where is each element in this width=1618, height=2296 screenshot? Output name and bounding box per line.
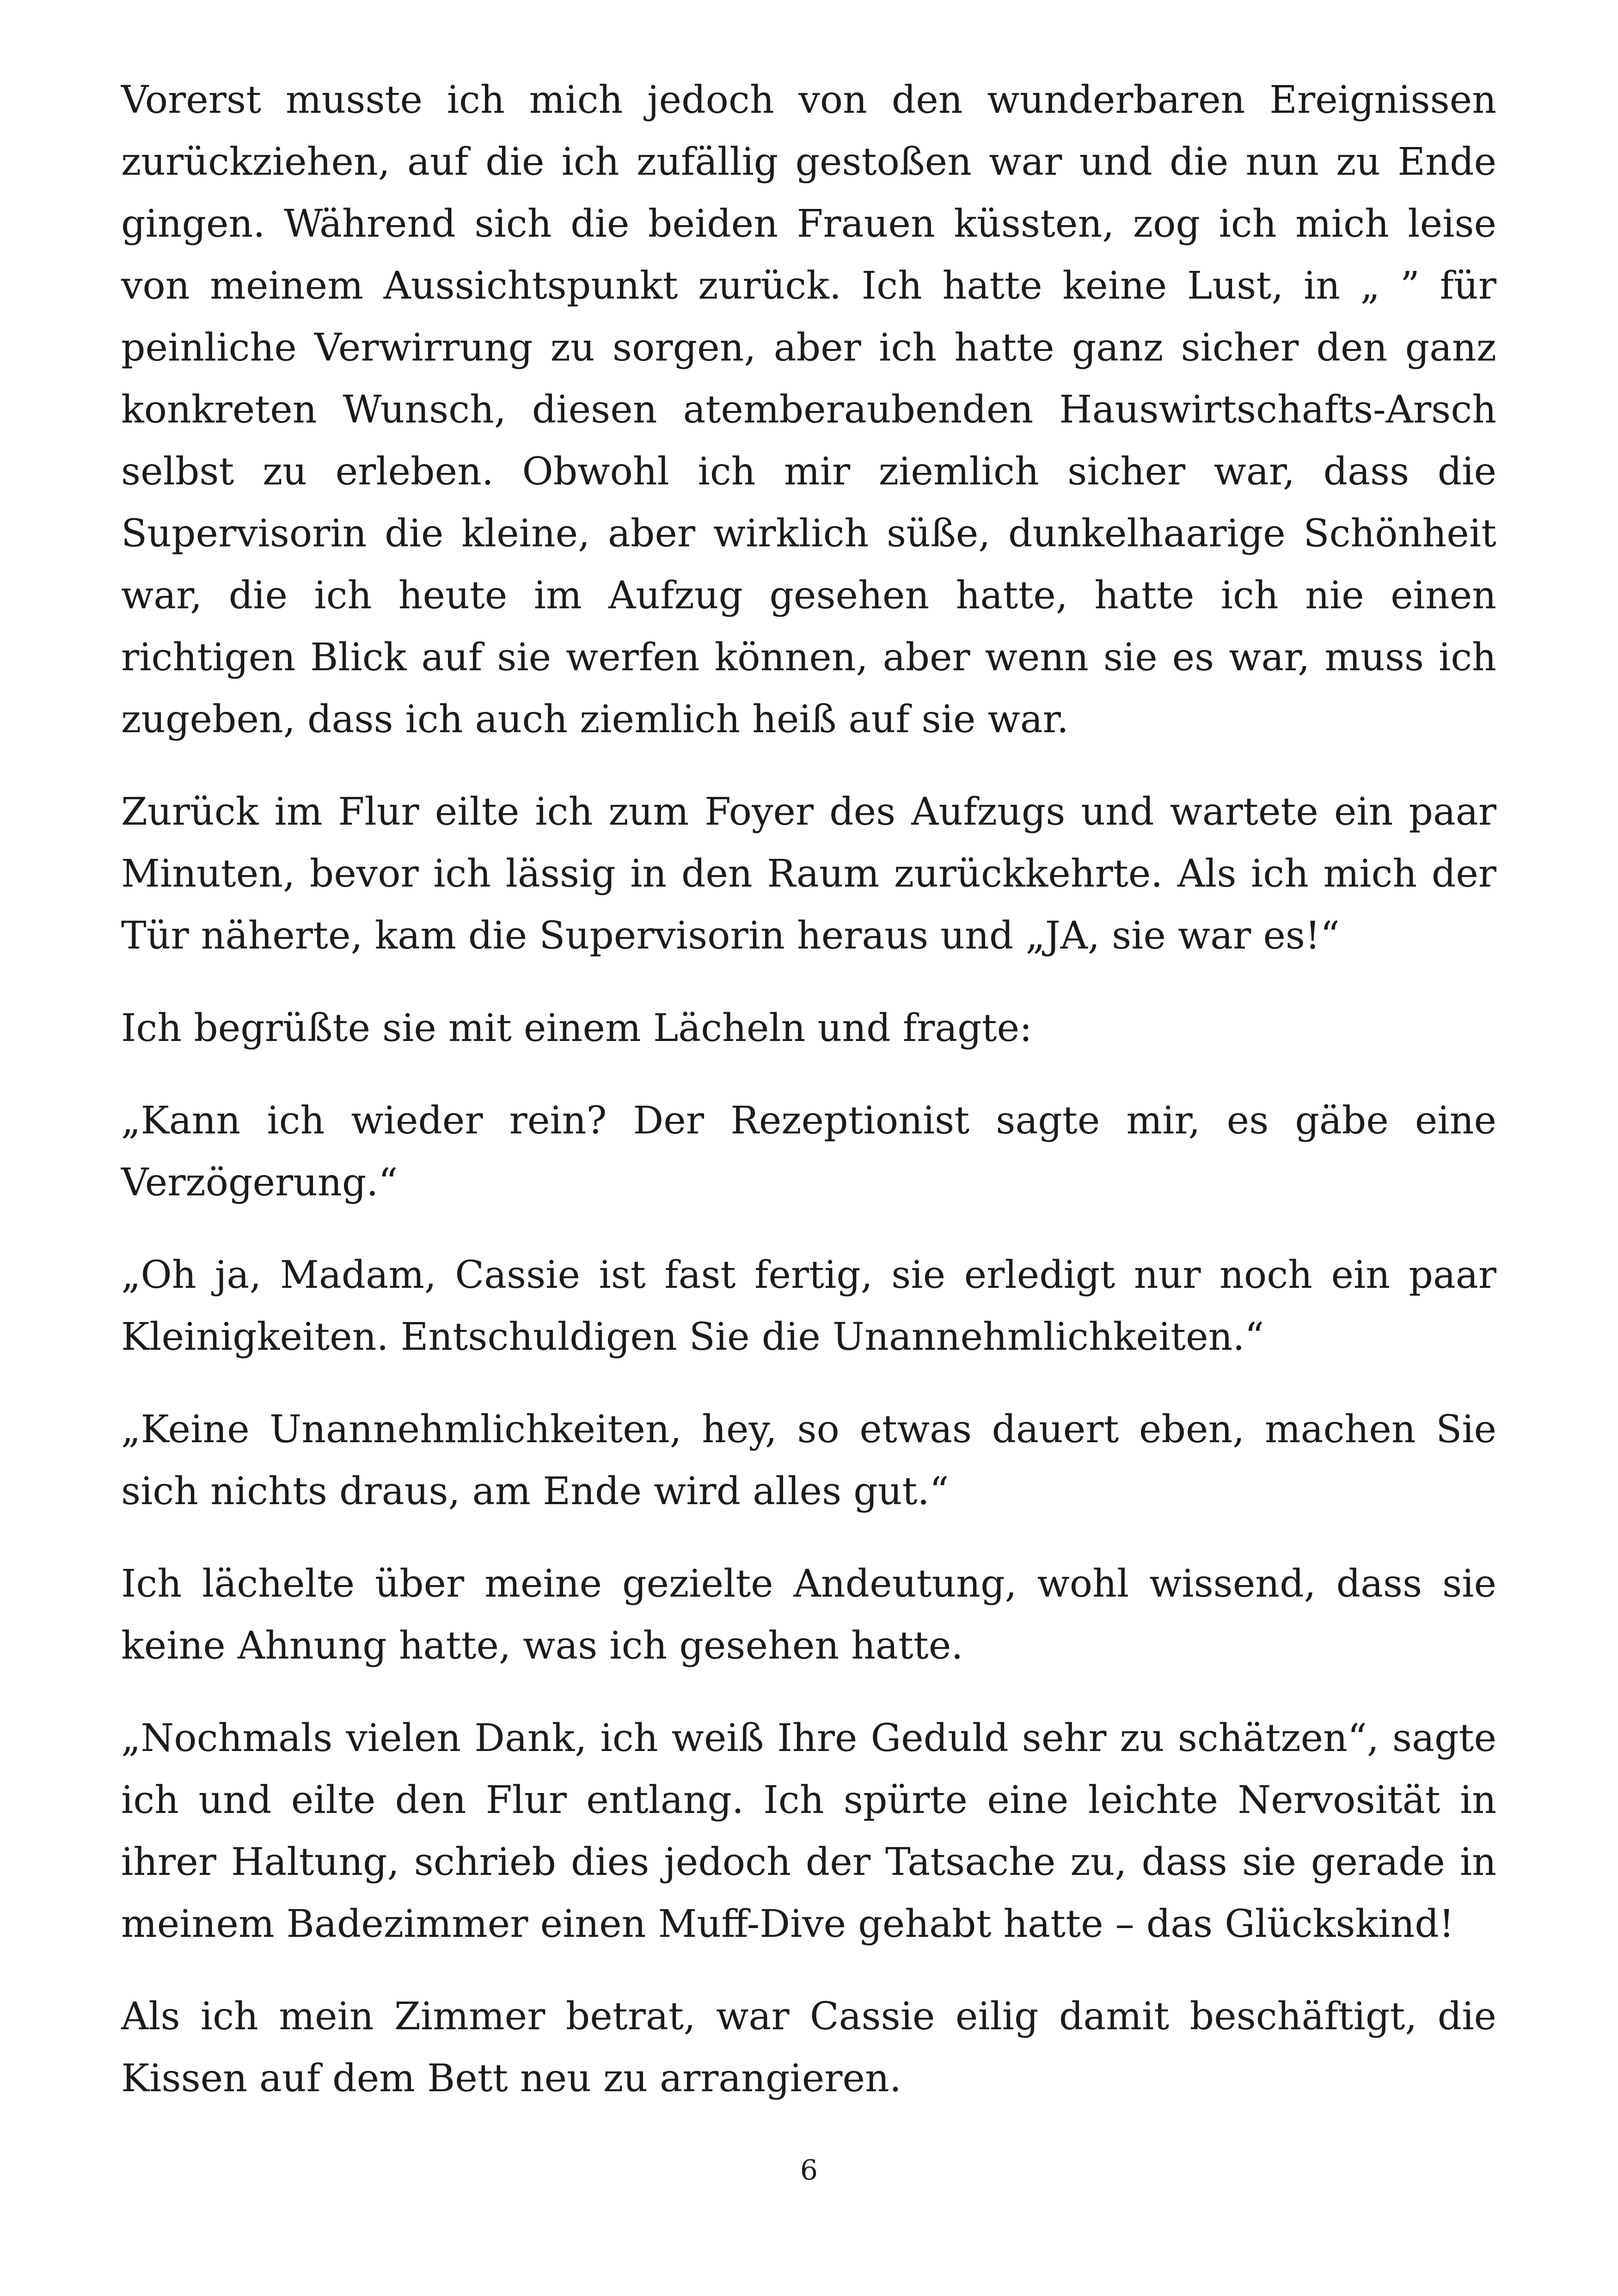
paragraph: „Keine Unannehmlichkeiten, hey, so etwas dauert eben, machen Sie sich nichts draus, am Ende wird alles gut.“ [121, 1408, 1496, 1513]
page-number: 6 [800, 2154, 818, 2186]
paragraph: „Nochmals vielen Dank, ich weiß Ihre Geduld sehr zu schätzen“, sagte ich und eilte den Flur entlang. Ich spürte eine leichte Nervosität in ihrer Haltung, schrieb dies jedoch der Tatsache zu, dass sie gerade in meinem Badezimmer einen Muff-Dive gehabt hatte – das Glückskind! [121, 1716, 1496, 1946]
paragraph: Vorerst musste ich mich jedoch von den wunderbaren Ereignissen zurückziehen, auf die ich zufällig gestoßen war und die nun zu Ende gingen. Während sich die beiden Frauen küssten, zog ich mich leise von meinem Aussichtspunkt zurück. Ich hatte keine Lust, in „ ” für peinliche Verwirrung zu sorgen, aber ich hatte ganz sicher den ganz konkreten Wunsch, diesen atemberaubenden Hauswirtschafts-Arsch selbst zu erleben. Obwohl ich mir ziemlich sicher war, dass die Supervisorin die kleine, aber wirklich süße, dunkelhaarige Schönheit war, die ich heute im Aufzug gesehen hatte, hatte ich nie einen richtigen Blick auf sie werfen können, aber wenn sie es war, muss ich zugeben, dass ich auch ziemlich heiß auf sie war. [121, 78, 1496, 741]
body-text [121, 69, 1496, 2140]
paragraph: „Oh ja, Madam, Cassie ist fast fertig, sie erledigt nur noch ein paar Kleinigkeiten. Entschuldigen Sie die Unannehmlichkeiten.“ [121, 1253, 1496, 1359]
paragraph: Als ich mein Zimmer betrat, war Cassie eilig damit beschäftigt, die Kissen auf dem Bett neu zu arrangieren. [121, 1995, 1496, 2100]
paragraph: Zurück im Flur eilte ich zum Foyer des Aufzugs und wartete ein paar Minuten, bevor ich lässig in den Raum zurückkehrte. Als ich mich der Tür näherte, kam die Supervisorin heraus und „JA, sie war es!“ [121, 790, 1496, 958]
paragraph: Ich lächelte über meine gezielte Andeutung, wohl wissend, dass sie keine Ahnung hatte, was ich gesehen hatte. [121, 1562, 1496, 1668]
paragraph: Ich begrüßte sie mit einem Lächeln und fragte: [121, 1006, 1032, 1050]
paragraph: „Kann ich wieder rein? Der Rezeptionist sagte mir, es gäbe eine Verzögerung.“ [121, 1099, 1496, 1205]
